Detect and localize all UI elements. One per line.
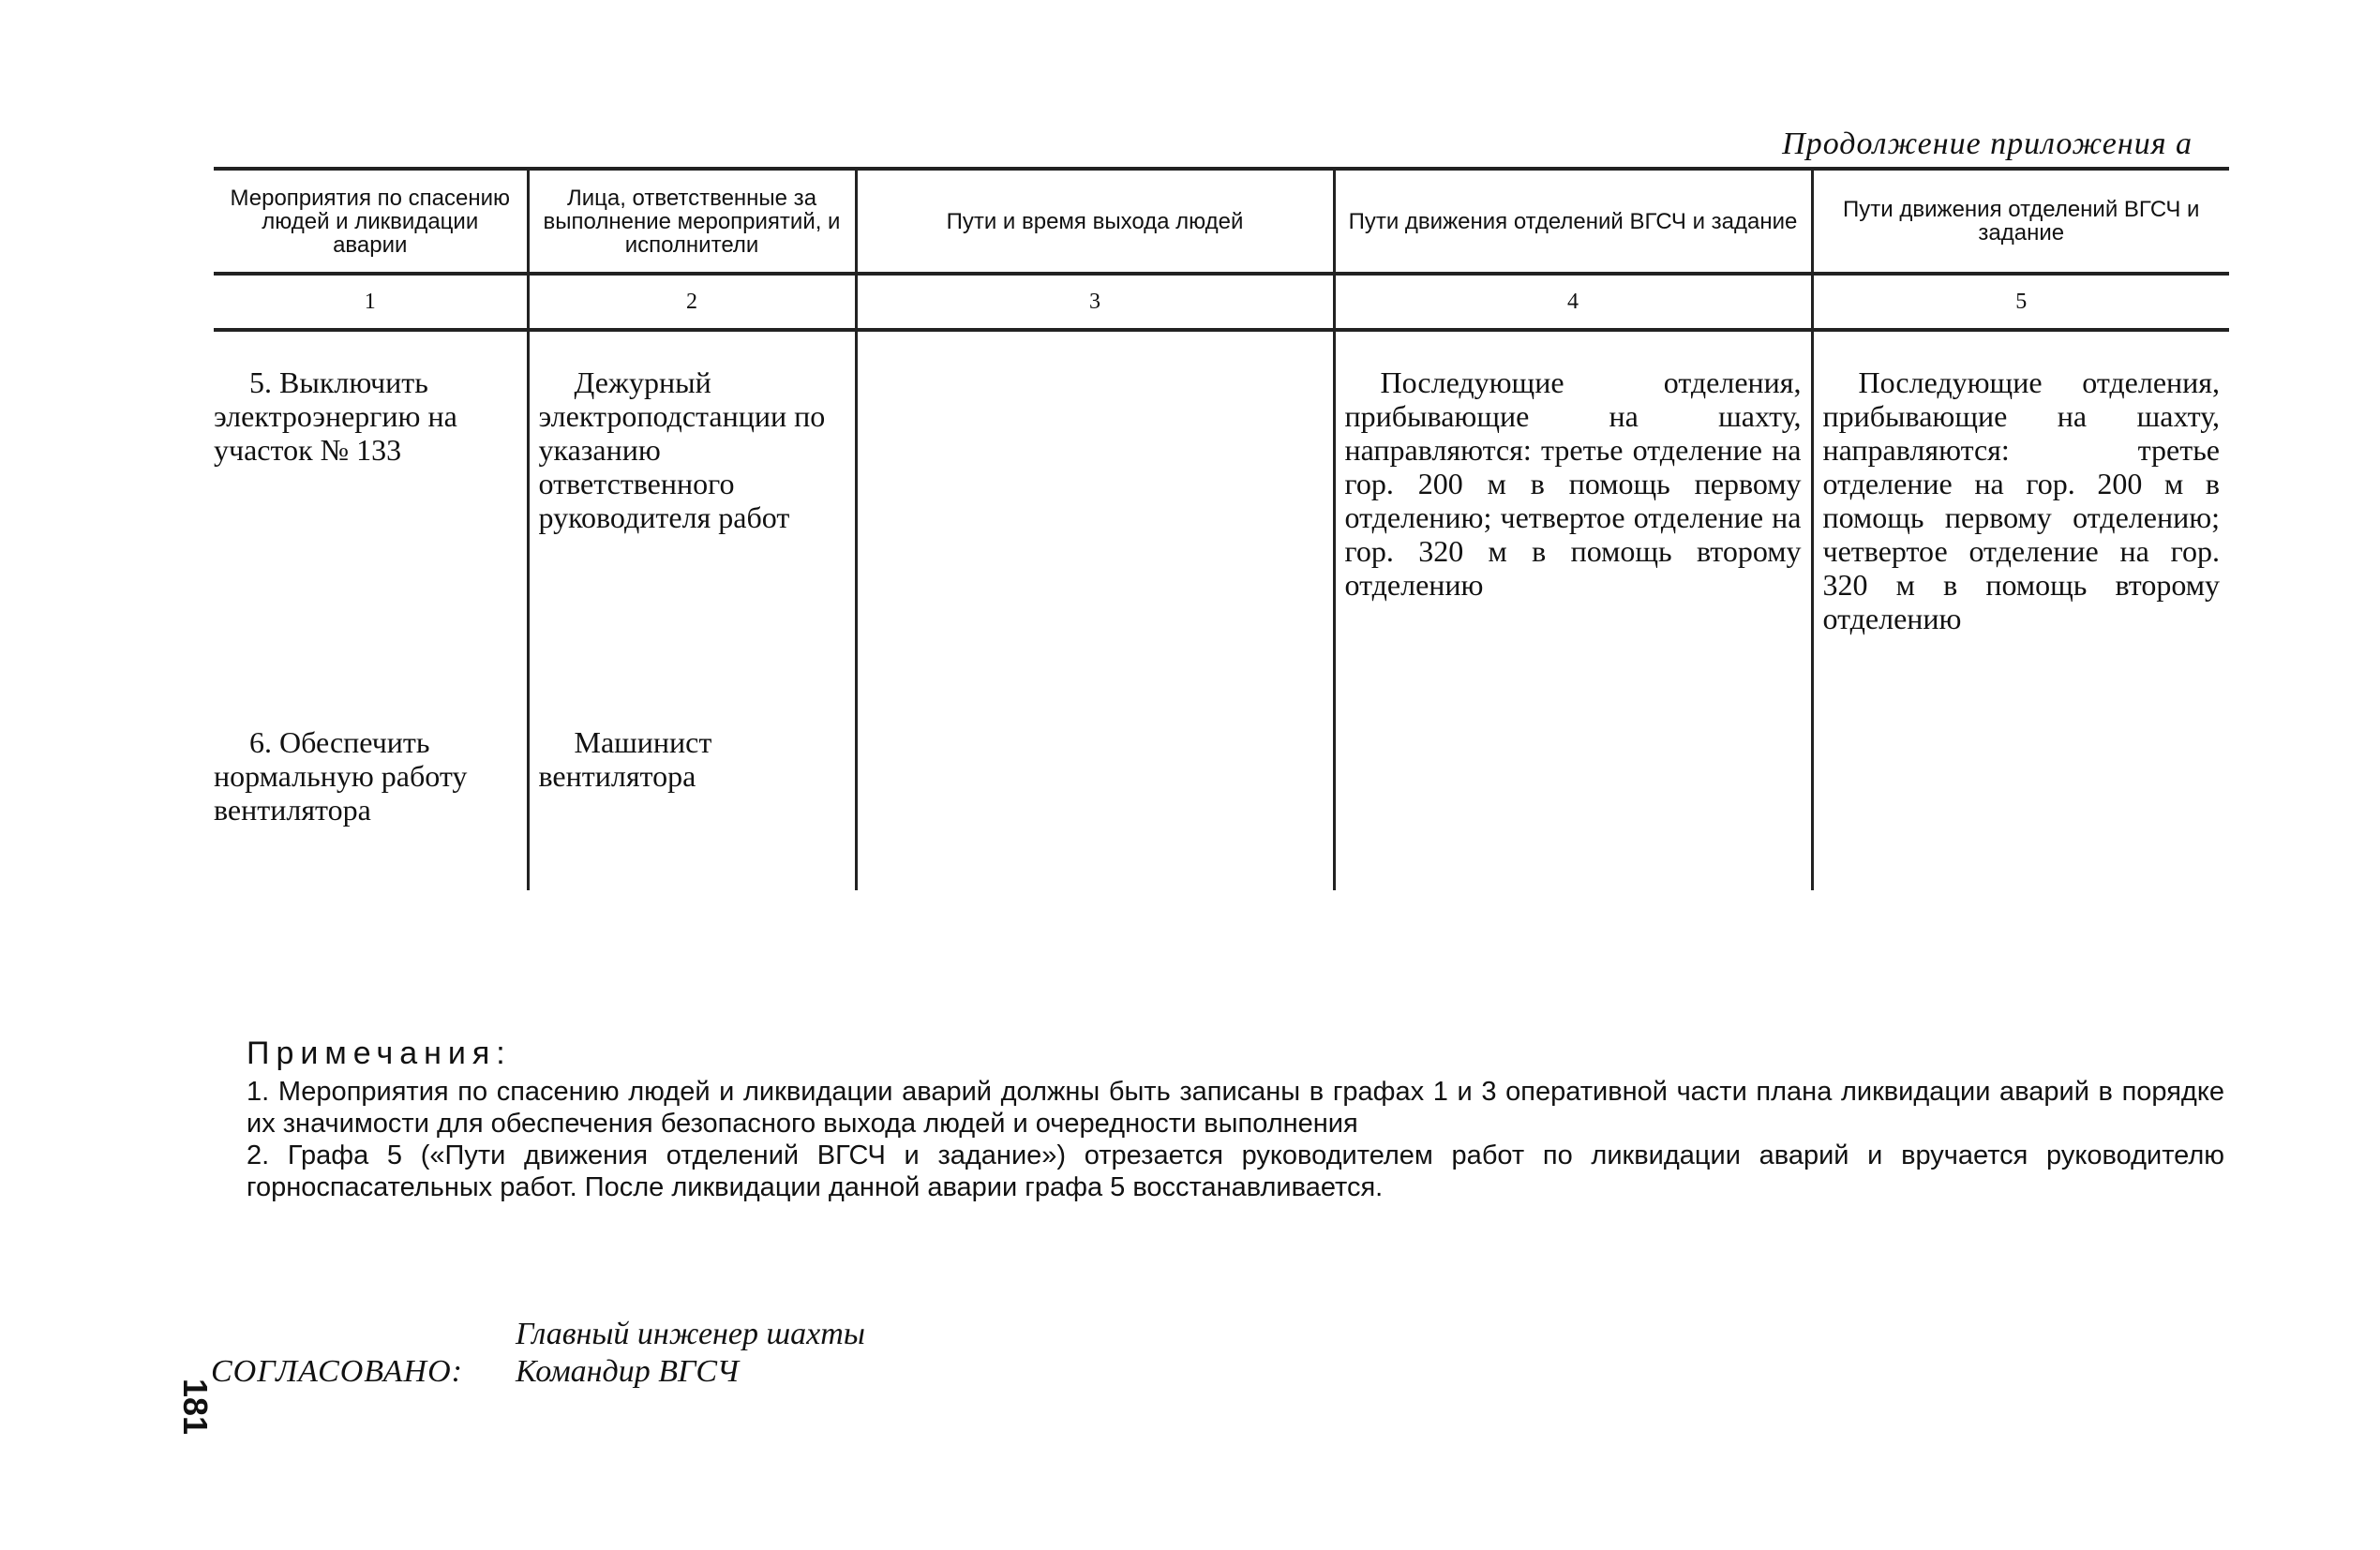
appendix-table xyxy=(214,167,2229,890)
vgsch-routes-cell: Последующие отделения, прибывающие на шахту, направляются: третье отделение на гор. 200 м в помощь первому отделению; четвертое отделение на гор. 320 м в помощь второму отделению xyxy=(1812,330,2229,725)
exit-routes-cell xyxy=(856,725,1334,890)
table-row xyxy=(214,330,2229,725)
vgsch-routes-cell xyxy=(1334,725,1812,890)
approval-signatory: Главный инженер шахты xyxy=(516,1317,865,1351)
note-item: 2. Графа 5 («Пути движения отделений ВГСЧ и задание») отрезается руководителем работ по ликвидации аварий и вручается руководителю горноспасательных работ. После ликвидации данной аварии графа 5 восстанавливается. xyxy=(247,1140,2224,1202)
vgsch-routes-cell: Последующие отделения, прибывающие на шахту, направляются: третье отделение на гор. 200 м в помощь первому отделению; четвертое отделение на гор. 320 м в помощь второму отделению xyxy=(1334,330,1812,725)
measure-cell: 5. Выключить электроэнергию на участок № 133 xyxy=(214,365,457,467)
page-number: 181 xyxy=(176,1378,216,1436)
note-item: 1. Мероприятия по спасению людей и ликвидации аварий должны быть записаны в графах 1 и 3 оперативной части плана ликвидации аварий в порядке их значимости для обеспечения безопасного выхода людей и очередности выполнения xyxy=(247,1077,2224,1139)
column-number: 3 xyxy=(856,274,1334,330)
column-number: 1 xyxy=(214,274,528,330)
vgsch-routes-cell xyxy=(1812,725,2229,890)
table-header-row xyxy=(214,169,2229,274)
table-row xyxy=(214,725,2229,890)
column-header: Лица, ответственные за выполнение мероприятий, и исполнители xyxy=(528,169,856,274)
column-header: Пути и время выхода людей xyxy=(856,169,1334,274)
approval-label: СОГЛАСОВАНО: xyxy=(211,1354,463,1389)
column-header: Пути движения отделений ВГСЧ и задание xyxy=(1334,169,1812,274)
column-header: Пути движения отделений ВГСЧ и задание xyxy=(1812,169,2229,274)
responsible-cell: Дежурный электроподстанции по указанию ответственного руководителя работ xyxy=(528,330,856,725)
approval-block xyxy=(211,1317,865,1390)
column-number: 2 xyxy=(528,274,856,330)
column-number-row xyxy=(214,274,2229,330)
column-number: 4 xyxy=(1334,274,1812,330)
column-number: 5 xyxy=(1812,274,2229,330)
exit-routes-cell xyxy=(856,330,1334,725)
responsible-cell: Машинист вентилятора xyxy=(528,725,856,890)
column-header: Мероприятия по спасению людей и ликвидации аварии xyxy=(214,169,528,274)
notes-section xyxy=(247,1036,2224,1203)
approval-signatory: Командир ВГСЧ xyxy=(516,1354,740,1389)
page-heading: Продолжение приложения а xyxy=(1782,127,2193,161)
measure-cell: 6. Обеспечить нормальную работу вентилятора xyxy=(214,725,468,827)
notes-title: Примечания: xyxy=(247,1036,512,1071)
